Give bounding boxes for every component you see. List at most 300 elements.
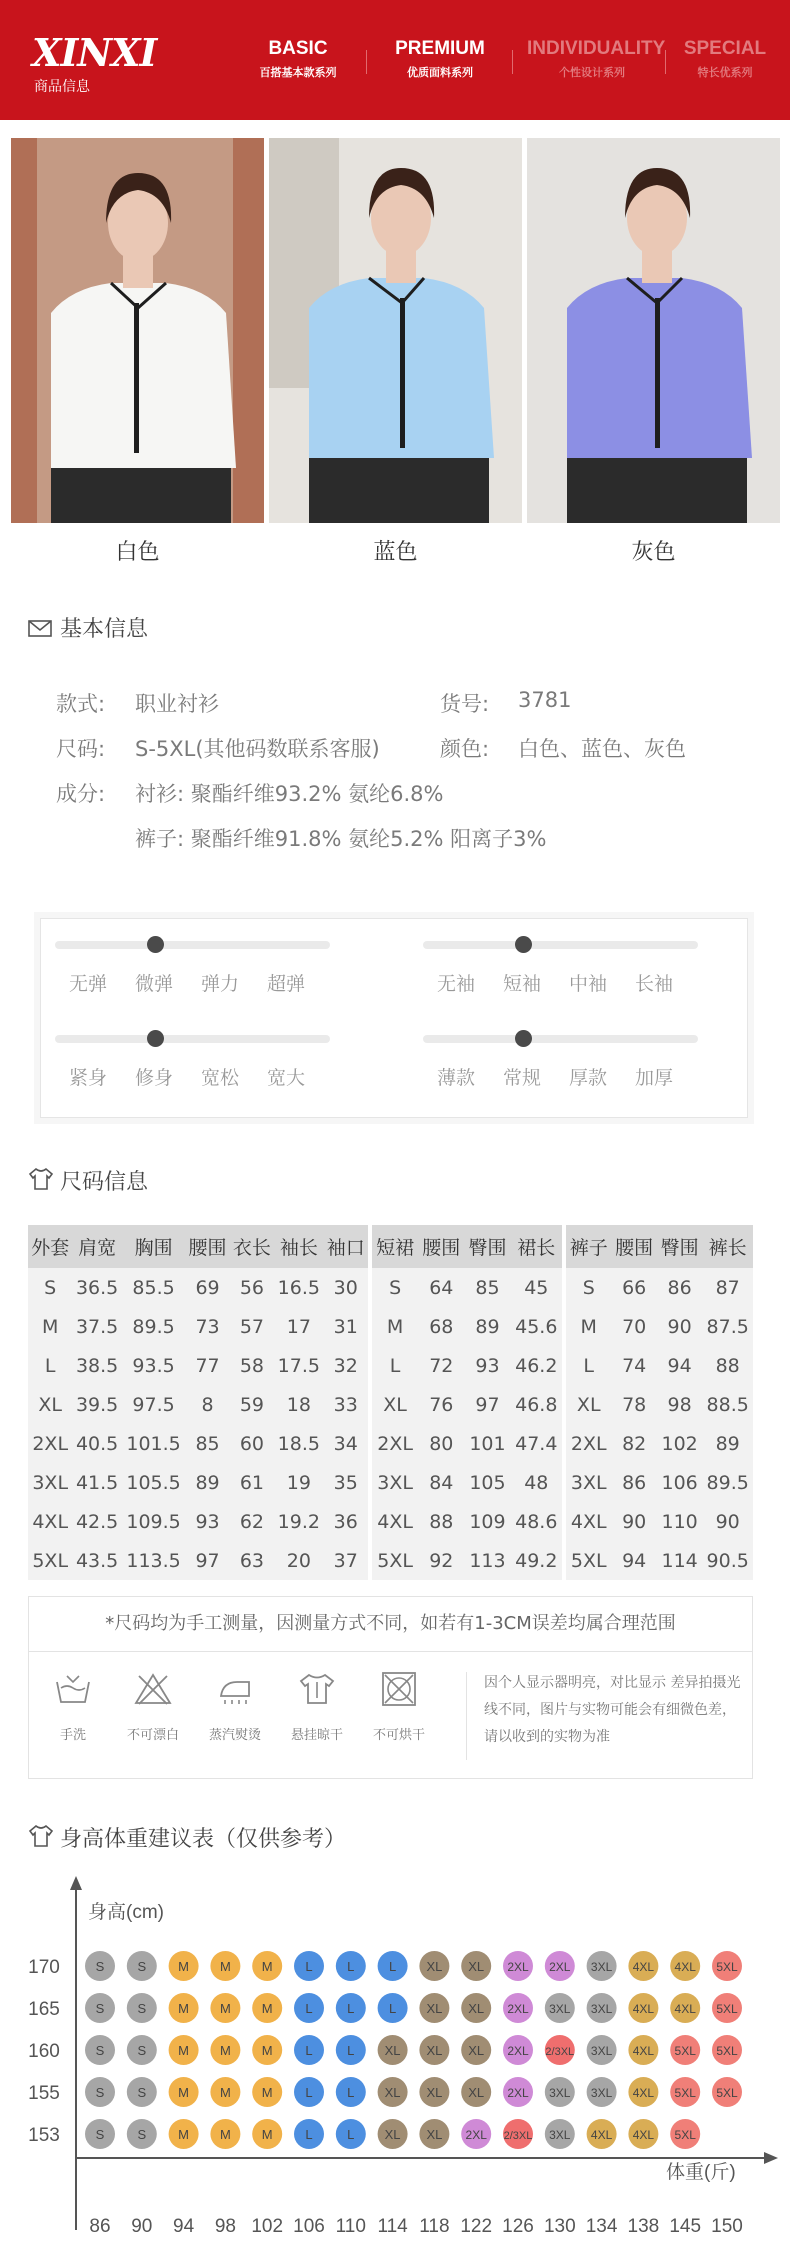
table-cell: 17.5 — [277, 1354, 320, 1377]
attribute-knob — [147, 936, 164, 953]
nav-individuality[interactable] — [527, 38, 666, 80]
care-label: 悬挂晾干 — [290, 1728, 343, 1743]
x-tick-label: 110 — [335, 2216, 366, 2237]
measurement-note: *尺码均为手工测量，因测量方式不同，如若有1-3CM误差均属合理范围 — [28, 1596, 753, 1652]
table-cell: 88 — [429, 1510, 454, 1533]
table-cell: L — [44, 1354, 56, 1377]
hang-dry-icon — [297, 1672, 337, 1706]
size-dot-label: M — [261, 2085, 273, 2100]
table-cell: M — [386, 1315, 404, 1338]
table-row — [372, 1502, 562, 1541]
color-label: 颜色: — [440, 737, 490, 761]
size-dot-label: M — [261, 2001, 273, 2016]
table-cell: 64 — [429, 1276, 454, 1299]
size-dot-label: 4XL — [632, 1960, 655, 1974]
size-dot-label: 2XL — [465, 2128, 487, 2142]
table-cell: L — [389, 1354, 401, 1377]
size-dot-label: XL — [384, 2127, 401, 2142]
brand-logo: XINXI — [32, 30, 157, 75]
style-label: 款式: — [56, 692, 106, 716]
size-dot-label: 3XL — [549, 2086, 571, 2100]
table-cell: 2XL — [570, 1432, 607, 1455]
size-dot-label: L — [347, 2043, 355, 2058]
table-header-cell: 裤长 — [702, 1225, 753, 1268]
x-tick-label: 126 — [502, 2216, 534, 2237]
table-cell: 66 — [622, 1276, 647, 1299]
envelope-icon — [28, 618, 52, 638]
model-white-illustration — [11, 138, 264, 523]
table-cell: XL — [576, 1393, 601, 1416]
x-tick-label: 102 — [251, 2216, 284, 2237]
item-number-value: 3781 — [518, 688, 572, 712]
table-cell: 89 — [715, 1432, 740, 1455]
table-cell: 76 — [429, 1393, 454, 1416]
table-cell: 68 — [429, 1315, 454, 1338]
table-cell: 19.2 — [277, 1510, 320, 1533]
size-dot-label: L — [305, 2001, 313, 2016]
table-row — [372, 1424, 562, 1463]
size-dot-label: XL — [468, 2001, 485, 2016]
table-row — [566, 1424, 753, 1463]
table-cell: 89.5 — [706, 1471, 749, 1494]
table-row — [28, 1463, 368, 1502]
table-cell: 57 — [239, 1315, 265, 1338]
x-tick-label: 134 — [585, 2216, 618, 2237]
table-header-cell: 外套 — [28, 1225, 72, 1268]
table-cell: 2XL — [377, 1432, 413, 1455]
hand-wash-icon — [53, 1672, 93, 1706]
table-row — [566, 1307, 753, 1346]
size-dot-label: 5XL — [716, 2002, 738, 2016]
basic-info-heading — [28, 612, 148, 643]
table-cell: 94 — [667, 1354, 692, 1377]
shirt-size-table — [28, 1225, 368, 1580]
size-dot-label: 2XL — [549, 1960, 571, 1974]
table-row — [372, 1385, 562, 1424]
material-shirt: 衬衫: 聚酯纤维93.2% 氨纶6.8% — [135, 782, 444, 806]
size-dot-label: S — [137, 2001, 147, 2016]
nav-premium[interactable] — [380, 38, 500, 80]
color-label-white: 白色 — [115, 540, 160, 565]
size-dot-label: 5XL — [716, 2044, 738, 2058]
table-cell: 114 — [661, 1549, 698, 1572]
material-pants: 裤子: 聚酯纤维91.8% 氨纶5.2% 阳离子3% — [135, 827, 547, 851]
size-dot-label: S — [95, 2085, 105, 2100]
size-dot-label: 5XL — [716, 2086, 738, 2100]
care-label: 手洗 — [59, 1728, 86, 1743]
table-row — [566, 1385, 753, 1424]
table-cell: 8 — [201, 1393, 214, 1416]
size-dot-label: XL — [426, 2001, 443, 2016]
table-header-cell: 臀围 — [657, 1225, 702, 1268]
table-cell: S — [44, 1276, 57, 1299]
table-cell: 3XL — [570, 1471, 607, 1494]
size-dot-label: S — [137, 2085, 147, 2100]
size-dot-label: 4XL — [590, 2128, 613, 2142]
table-row — [28, 1385, 368, 1424]
material-label: 成分: — [56, 782, 106, 806]
table-cell: 48.6 — [515, 1510, 558, 1533]
x-tick-label: 150 — [711, 2216, 743, 2237]
recommend-heading — [28, 1822, 346, 1853]
size-dot-label: 5XL — [674, 2086, 696, 2100]
size-dot-label: M — [219, 1959, 231, 1974]
model-gray-illustration — [527, 138, 780, 523]
x-tick-label: 145 — [669, 2216, 702, 2237]
size-dot-label: 2/3XL — [545, 2046, 575, 2058]
size-dot-label: L — [305, 1959, 313, 1974]
x-tick-label: 98 — [214, 2216, 236, 2237]
table-cell: 105 — [469, 1471, 506, 1494]
steam-iron-icon — [215, 1672, 255, 1706]
attribute-option: 短袖 — [503, 973, 542, 995]
table-cell: 42.5 — [75, 1510, 119, 1533]
nav-individuality-en: INDIVIDUALITY — [527, 38, 666, 59]
size-dot-label: 4XL — [674, 1960, 696, 1974]
attribute-option: 加厚 — [635, 1067, 674, 1089]
table-cell: 97 — [475, 1393, 500, 1416]
y-tick-label: 165 — [28, 1999, 60, 2020]
y-tick-label: 155 — [28, 2083, 60, 2104]
table-cell: 5XL — [377, 1549, 413, 1572]
table-cell: 59 — [239, 1393, 265, 1416]
attribute-option: 无弹 — [69, 973, 108, 995]
attribute-option: 中袖 — [569, 973, 608, 995]
care-item-no-bleach — [113, 1672, 193, 1743]
size-dot-label: M — [261, 2127, 273, 2142]
size-dot-label: XL — [384, 2043, 401, 2058]
table-cell: 37 — [333, 1549, 358, 1572]
size-dot-label: M — [178, 2043, 190, 2058]
table-cell: 109 — [469, 1510, 506, 1533]
table-cell: 34 — [333, 1432, 358, 1455]
table-header-cell: 腰围 — [611, 1225, 656, 1268]
attribute-option: 厚款 — [569, 1067, 608, 1089]
table-cell: 90 — [715, 1510, 740, 1533]
table-cell: 38.5 — [75, 1354, 119, 1377]
color-disclaimer: 因个人显示器明亮，对比显示 差异拍摄光线不同，图片与实物可能会有细微色差，请以收到的实物为准 — [484, 1675, 741, 1745]
attribute-option: 弹力 — [201, 973, 240, 995]
care-divider — [466, 1672, 467, 1760]
attribute-knob — [515, 1030, 532, 1047]
nav-premium-cn: 优质面料系列 — [407, 66, 473, 79]
table-cell: 102 — [661, 1432, 698, 1455]
attribute-option: 常规 — [503, 1067, 542, 1089]
x-tick-label: 122 — [460, 2216, 493, 2237]
table-cell: 43.5 — [75, 1549, 119, 1572]
attribute-option: 薄款 — [437, 1067, 476, 1089]
size-dot-label: 4XL — [632, 2002, 655, 2016]
size-dot-label: XL — [468, 1959, 485, 1974]
table-cell: 86 — [622, 1471, 647, 1494]
table-row — [28, 1502, 368, 1541]
size-value: S-5XL(其他码数联系客服) — [135, 737, 380, 761]
size-dot-label: M — [178, 2085, 190, 2100]
size-dot-label: L — [388, 2001, 397, 2016]
attribute-option: 宽松 — [201, 1067, 240, 1089]
size-dot-label: S — [95, 2001, 105, 2016]
table-cell: 93 — [195, 1510, 220, 1533]
size-dot-label: M — [219, 2127, 231, 2142]
table-row — [566, 1268, 753, 1307]
table-cell: 86 — [667, 1276, 692, 1299]
table-cell: 35 — [333, 1471, 358, 1494]
size-dot-label: L — [347, 1959, 355, 1974]
size-dot-label: 3XL — [590, 2002, 613, 2016]
nav-special[interactable] — [670, 38, 780, 80]
table-cell: 18.5 — [277, 1432, 320, 1455]
table-cell: 4XL — [570, 1510, 607, 1533]
product-photo-gray — [527, 138, 780, 523]
y-tick-label: 160 — [28, 2041, 60, 2062]
table-cell: 93.5 — [132, 1354, 175, 1377]
table-cell: 101 — [469, 1432, 506, 1455]
table-row — [566, 1463, 753, 1502]
size-dot-label: XL — [384, 2085, 401, 2100]
table-cell: 19 — [286, 1471, 311, 1494]
table-cell: 58 — [239, 1354, 265, 1377]
table-cell: 105.5 — [126, 1471, 181, 1494]
size-dot-label: 3XL — [590, 2044, 613, 2058]
size-dot-label: S — [95, 2043, 105, 2058]
shirt-icon — [28, 1167, 52, 1187]
size-dot-label: 5XL — [674, 2128, 696, 2142]
attribute-track — [55, 1035, 330, 1043]
nav-divider — [366, 50, 367, 74]
table-cell: XL — [38, 1393, 62, 1416]
size-dot-label: M — [178, 1959, 190, 1974]
table-row — [28, 1346, 368, 1385]
nav-special-cn: 特长优系列 — [697, 66, 753, 79]
x-tick-label: 106 — [293, 2216, 325, 2237]
table-cell: 94 — [622, 1549, 647, 1572]
table-cell: 40.5 — [75, 1432, 119, 1455]
style-value: 职业衬衫 — [135, 692, 219, 716]
size-dot-label: 2XL — [507, 2002, 529, 2016]
table-cell: 39.5 — [75, 1393, 119, 1416]
size-dot-label: M — [219, 2085, 231, 2100]
table-cell: 61 — [239, 1471, 265, 1494]
table-cell: 4XL — [32, 1510, 69, 1533]
table-cell: S — [582, 1276, 595, 1299]
size-dot-label: 4XL — [632, 2086, 655, 2100]
care-instructions — [28, 1651, 753, 1779]
nav-special-en: SPECIAL — [683, 38, 767, 59]
table-cell: 18 — [286, 1393, 311, 1416]
x-tick-label: 94 — [173, 2216, 195, 2237]
attribute-option: 紧身 — [69, 1067, 108, 1089]
table-cell: 87.5 — [706, 1315, 749, 1338]
attribute-knob — [147, 1030, 164, 1047]
x-tick-label: 86 — [89, 2216, 111, 2237]
table-header-cell: 短裙 — [372, 1225, 418, 1268]
attribute-track — [55, 941, 330, 949]
table-cell: 77 — [195, 1354, 220, 1377]
table-cell: 45 — [524, 1276, 549, 1299]
size-dot-label: 5XL — [716, 1960, 738, 1974]
attribute-option: 宽大 — [267, 1067, 306, 1089]
item-number-label: 货号: — [440, 692, 490, 716]
care-item-hang-dry — [277, 1672, 357, 1743]
size-dot-label: XL — [426, 1959, 443, 1974]
size-dot-label: L — [347, 2085, 355, 2100]
x-tick-label: 138 — [627, 2216, 660, 2237]
table-cell: 49.2 — [515, 1549, 558, 1572]
size-recommendation-chart — [0, 1860, 790, 2248]
table-cell: 85 — [195, 1432, 220, 1455]
x-tick-label: 130 — [543, 2216, 576, 2237]
table-cell: 80 — [429, 1432, 454, 1455]
table-cell: 5XL — [570, 1549, 607, 1572]
table-cell: 36 — [333, 1510, 358, 1533]
size-label: 尺码: — [56, 737, 106, 761]
table-cell: 93 — [475, 1354, 500, 1377]
size-dot-label: M — [178, 2127, 190, 2142]
table-cell: 87 — [715, 1276, 740, 1299]
table-cell: 72 — [429, 1354, 454, 1377]
table-cell: M — [41, 1315, 59, 1338]
table-cell: XL — [383, 1393, 407, 1416]
attribute-option: 无袖 — [437, 973, 476, 995]
pants-size-table — [566, 1225, 753, 1580]
size-dot-label: L — [388, 1959, 397, 1974]
table-header-cell: 衣长 — [230, 1225, 274, 1268]
table-cell: 62 — [239, 1510, 265, 1533]
table-cell: 46.2 — [515, 1354, 558, 1377]
attribute-panel — [40, 918, 748, 1118]
table-cell: 97 — [195, 1549, 220, 1572]
attribute-knob — [515, 936, 532, 953]
table-header-cell: 臀围 — [464, 1225, 510, 1268]
table-row — [566, 1502, 753, 1541]
nav-divider — [665, 50, 666, 74]
table-row — [28, 1268, 368, 1307]
size-dot-label: L — [305, 2085, 313, 2100]
size-dot-label: 2XL — [507, 1960, 529, 1974]
nav-basic[interactable] — [238, 38, 358, 80]
color-label-gray: 灰色 — [631, 540, 676, 565]
table-cell: 56 — [239, 1276, 265, 1299]
table-cell: 90.5 — [706, 1549, 749, 1572]
table-cell: S — [389, 1276, 402, 1299]
color-label-blue: 蓝色 — [373, 540, 418, 565]
size-dot-label: S — [137, 2043, 147, 2058]
table-header-cell: 袖口 — [324, 1225, 368, 1268]
table-cell: 92 — [429, 1549, 454, 1572]
attribute-track — [423, 1035, 698, 1043]
size-dot-label: XL — [426, 2043, 443, 2058]
size-dot-label: 4XL — [632, 2128, 655, 2142]
table-row — [28, 1541, 368, 1580]
table-cell: 36.5 — [75, 1276, 119, 1299]
nav-basic-en: BASIC — [268, 38, 328, 59]
table-row — [566, 1346, 753, 1385]
y-tick-label: 153 — [28, 2125, 60, 2146]
size-dot-label: XL — [468, 2085, 485, 2100]
size-dot-label: 2XL — [507, 2086, 529, 2100]
table-cell: 32 — [333, 1354, 358, 1377]
table-cell: 45.6 — [515, 1315, 558, 1338]
table-cell: 2XL — [32, 1432, 69, 1455]
table-cell: 20 — [286, 1549, 311, 1572]
product-photo-white — [11, 138, 264, 523]
table-cell: 101.5 — [126, 1432, 181, 1455]
size-dot-label: L — [305, 2127, 313, 2142]
table-cell: 90 — [667, 1315, 692, 1338]
table-cell: 60 — [239, 1432, 265, 1455]
size-dot-label: M — [219, 2001, 231, 2016]
size-dot-label: M — [261, 2043, 273, 2058]
table-row — [372, 1541, 562, 1580]
care-label: 不可漂白 — [126, 1728, 179, 1743]
nav-premium-en: PREMIUM — [395, 38, 485, 59]
shirt-icon — [28, 1824, 52, 1844]
table-header-cell: 胸围 — [122, 1225, 186, 1268]
table-cell: 88.5 — [706, 1393, 749, 1416]
size-info-heading — [28, 1165, 148, 1196]
size-dot-label: L — [347, 2001, 355, 2016]
header-subtitle: 商品信息 — [34, 79, 90, 95]
size-dot-label: M — [219, 2043, 231, 2058]
table-cell: 33 — [333, 1393, 358, 1416]
size-dot-label: 2XL — [507, 2044, 529, 2058]
y-tick-label: 170 — [28, 1957, 60, 1978]
product-photo-blue — [269, 138, 522, 523]
table-cell: 89 — [475, 1315, 500, 1338]
size-dot-label: 3XL — [590, 1960, 613, 1974]
model-blue-illustration — [269, 138, 522, 523]
table-header-cell: 腰围 — [418, 1225, 464, 1268]
size-dot-label: S — [95, 1959, 105, 1974]
care-item-no-tumble-dry — [359, 1672, 439, 1743]
table-cell: 70 — [622, 1315, 647, 1338]
table-row — [372, 1346, 562, 1385]
size-dot-label: XL — [426, 2085, 443, 2100]
size-dot-label: S — [137, 1959, 147, 1974]
table-cell: 88 — [715, 1354, 740, 1377]
table-header-cell: 肩宽 — [72, 1225, 121, 1268]
care-label: 不可烘干 — [372, 1728, 425, 1743]
table-header-cell: 腰围 — [185, 1225, 229, 1268]
table-cell: 73 — [195, 1315, 220, 1338]
y-axis-arrow — [70, 1876, 82, 1890]
size-dot-label: 2/3XL — [503, 2130, 533, 2142]
size-info-title: 尺码信息 — [60, 1170, 149, 1195]
table-cell: 3XL — [377, 1471, 413, 1494]
color-value: 白色、蓝色、灰色 — [518, 737, 686, 761]
table-cell: 85.5 — [132, 1276, 175, 1299]
table-cell: 97.5 — [132, 1393, 175, 1416]
table-cell: 106 — [661, 1471, 698, 1494]
table-cell: 30 — [333, 1276, 358, 1299]
y-axis-label: 身高(cm) — [88, 1902, 164, 1923]
x-axis-arrow — [764, 2152, 778, 2164]
size-dot-label: M — [178, 2001, 190, 2016]
size-dot-label: 3XL — [549, 2002, 571, 2016]
table-cell: 85 — [475, 1276, 500, 1299]
table-cell: 16.5 — [277, 1276, 320, 1299]
attribute-option: 超弹 — [267, 973, 306, 995]
table-row — [372, 1463, 562, 1502]
table-cell: 78 — [622, 1393, 647, 1416]
attribute-option: 微弹 — [135, 973, 174, 995]
no-bleach-icon — [133, 1672, 173, 1706]
table-cell: 3XL — [32, 1471, 69, 1494]
table-row — [28, 1307, 368, 1346]
table-cell: 89 — [195, 1471, 220, 1494]
page-header — [0, 0, 790, 120]
size-dot-label: 5XL — [674, 2044, 696, 2058]
